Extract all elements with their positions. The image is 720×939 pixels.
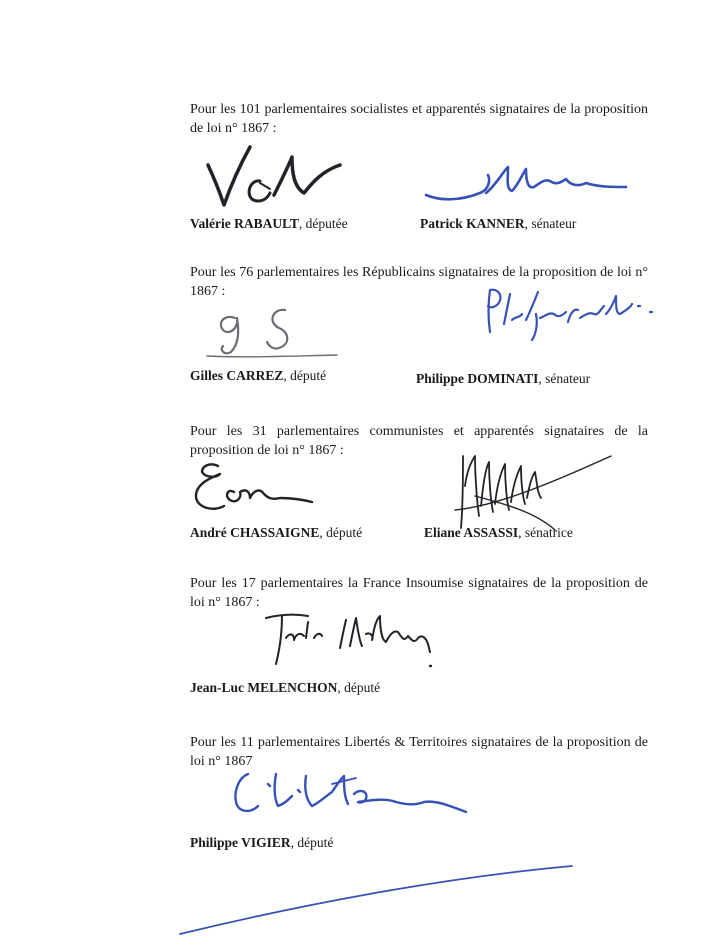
intro-communistes: Pour les 31 parlementaires communistes et apparentés signataires de la proposition de loi n° 1867 : — [190, 424, 648, 458]
signatory-carrez: Gilles CARREZ, député — [190, 368, 327, 383]
signatory-vigier: Philippe VIGIER, député — [190, 835, 334, 850]
intro-republicains: Pour les 76 parlementaires les Républicains signataires de la proposition de loi n° 1867 : — [190, 265, 648, 299]
signatory-kanner: Patrick KANNER, sénateur — [420, 216, 577, 231]
signatory-melenchon: Jean-Luc MELENCHON, député — [190, 680, 381, 695]
signatory-assassi: Eliane ASSASSI, sénatrice — [424, 525, 573, 540]
intro-socialistes: Pour les 101 parlementaires socialistes et apparentés signataires de la proposition de loi n° 1867 : — [190, 102, 648, 136]
intro-france-insoumise: Pour les 17 parlementaires la France Insoumise signataires de la proposition de loi n° 1867 : — [190, 576, 648, 610]
signatory-chassaigne: André CHASSAIGNE, député — [190, 525, 363, 540]
intro-libertes-territoires: Pour les 11 parlementaires Libertés & Territoires signataires de la proposition de loi n° 1867 — [190, 735, 648, 769]
signatory-rabault: Valérie RABAULT, députée — [190, 216, 348, 231]
signatory-dominati: Philippe DOMINATI, sénateur — [416, 371, 591, 386]
